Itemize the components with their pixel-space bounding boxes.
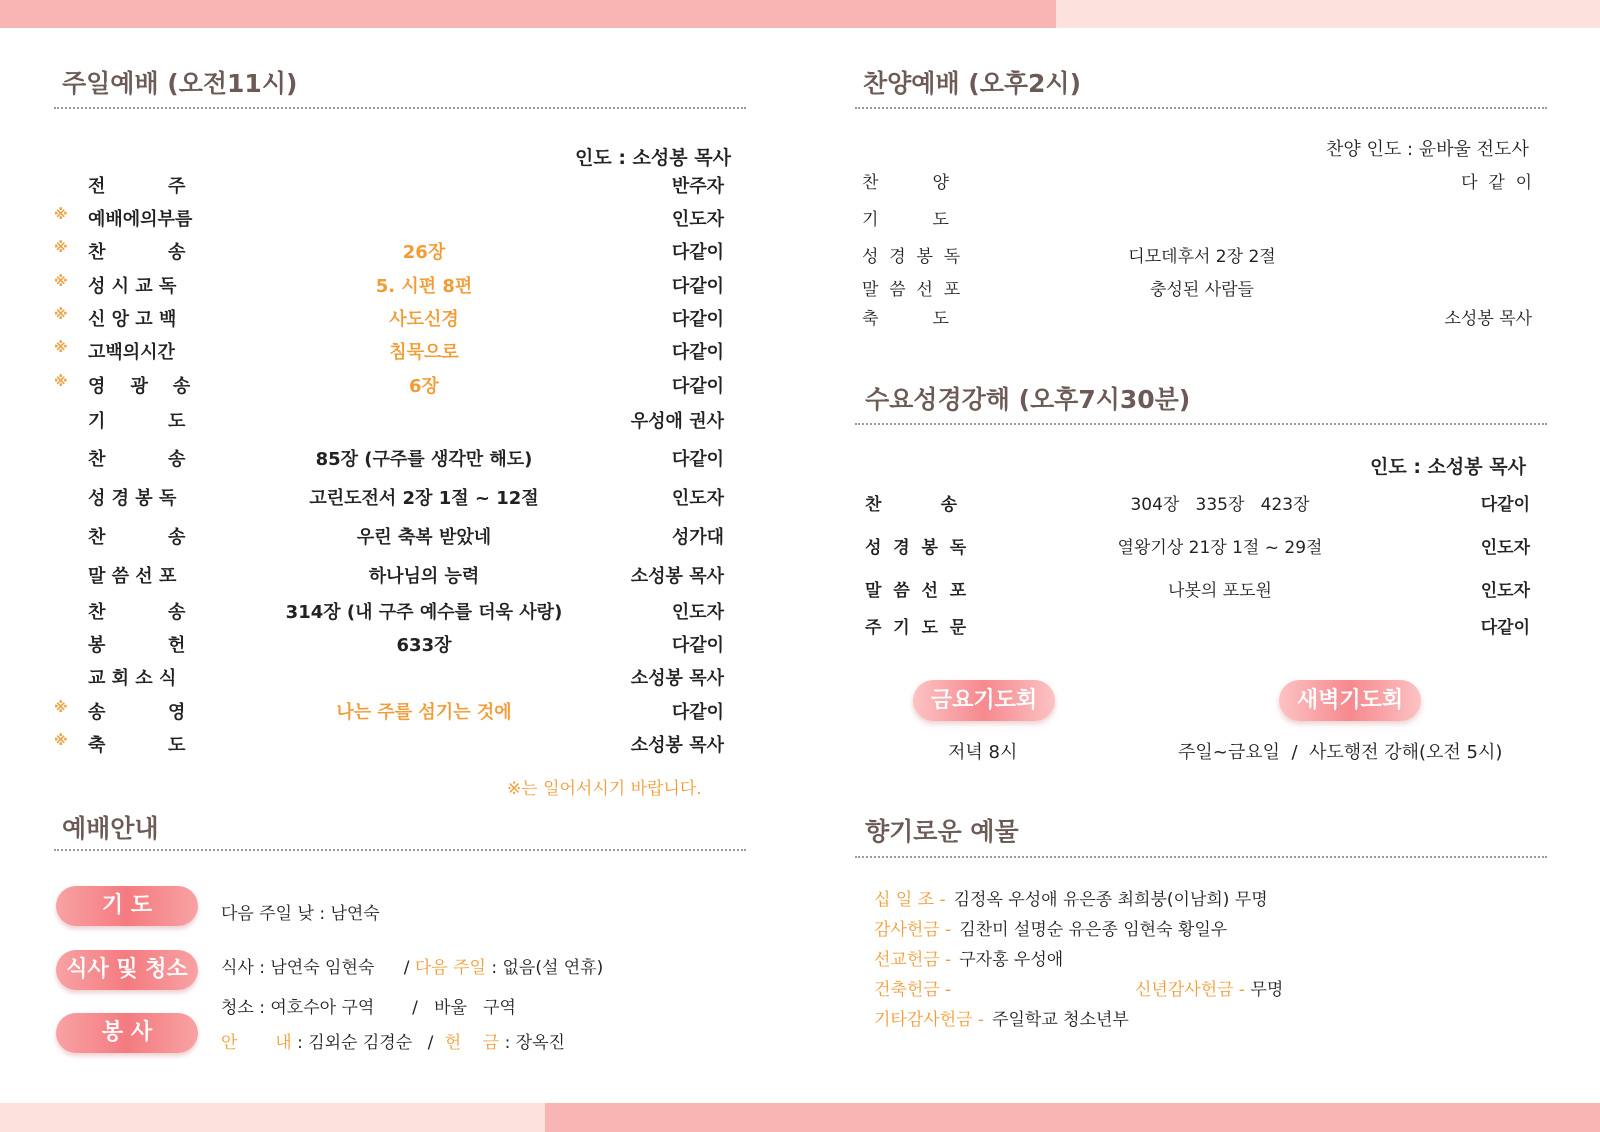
meal-names: 식사 : 남연숙 임현숙 [221,958,375,978]
usher-offering-text [221,1028,565,1053]
order-item-name: 축 도 [88,735,186,756]
order-row [54,698,724,722]
order-item-leader: 다같이 [671,342,724,363]
praise-item-content: 디모데후서 2장 2절 [1128,247,1276,267]
order-item-leader: 인도자 [671,602,724,623]
order-item-leader: 인도자 [671,488,724,509]
divider [54,107,746,109]
separator: / [403,958,410,978]
dawn-prayer-time: 주일~금요일 / 사도행전 강해(오전 5시) [1178,742,1503,763]
order-item-content: 6장 [409,376,439,397]
wednesday-item-content: 열왕기상 21장 1절 ~ 29절 [1117,538,1323,558]
wednesday-item-leader: 다같이 [1480,618,1530,638]
order-item-leader: 다같이 [671,376,724,397]
order-item-name: 봉 헌 [88,635,186,656]
order-row [54,562,724,586]
order-row [54,407,724,431]
sunday-leader: 인도 : 소성봉 목사 [575,147,731,169]
order-item-content: 633장 [396,635,452,656]
stand-mark: ※ [54,207,68,223]
order-item-content: 5. 시편 8편 [375,276,473,297]
divider [855,107,1547,109]
praise-leader: 찬양 인도 : 윤바울 전도사 [1326,139,1529,160]
order-item-content: 우린 축복 받았네 [356,527,492,548]
stand-mark: ※ [54,733,68,749]
divider [855,423,1547,425]
order-item-leader: 반주자 [671,176,724,197]
order-item-leader: 다같이 [671,276,724,297]
order-row [54,305,724,329]
order-item-leader: 인도자 [671,209,724,230]
stand-mark: ※ [54,240,68,256]
offering-names: 주일학교 청소년부 [992,1010,1129,1030]
praise-row [862,205,1532,229]
standing-note: ※는 일어서시기 바랍니다. [507,779,702,799]
order-item-name: 성 시 교 독 [88,276,177,297]
praise-item-name: 기 도 [862,210,949,230]
order-item-name: 기 도 [88,411,186,432]
order-row [54,272,724,296]
separator: / [427,1033,434,1053]
order-item-name: 찬 송 [88,527,186,548]
order-item-leader: 소성봉 목사 [630,668,724,689]
usher-names: : 김외순 김경순 [297,1033,413,1053]
order-row [54,731,724,755]
sunday-service-title: 주일예배 (오전11시) [62,69,298,98]
offering-row [874,975,959,1000]
order-item-name: 말 씀 선 포 [88,566,177,587]
order-item-leader: 다같이 [671,449,724,470]
order-item-leader: 성가대 [671,527,724,548]
praise-item-name: 말 씀 선 포 [862,280,961,300]
offering-label: 십 일 조 - [874,890,946,910]
meal-text [221,953,603,978]
wednesday-leader: 인도 : 소성봉 목사 [1370,456,1526,478]
order-item-content: 하나님의 능력 [368,566,480,587]
offering-names: 김정옥 우성애 유은종 최희붕(이남희) 무명 [953,890,1268,910]
wednesday-item-name: 찬 송 [865,495,958,515]
order-item-name: 송 영 [88,702,186,723]
service-badge: 봉 사 [56,1013,198,1053]
order-item-content: 사도신경 [389,309,459,330]
praise-row [862,242,1532,266]
stand-mark: ※ [54,307,68,323]
order-row [54,484,724,508]
offering-label: 선교헌금 - [874,950,952,970]
wednesday-item-name: 말 씀 선 포 [865,581,967,601]
wednesday-item-name: 성 경 봉 독 [865,538,967,558]
praise-item-leader: 다 같 이 [1461,173,1532,193]
wednesday-row [865,613,1530,637]
newyear-offering-names: 무명 [1250,980,1284,1000]
stand-mark: ※ [54,274,68,290]
offering-row [874,885,1268,910]
order-item-name: 찬 송 [88,602,186,623]
order-item-name: 고백의시간 [88,342,175,363]
order-item-name: 교 회 소 식 [88,668,177,689]
divider [855,856,1547,858]
order-item-content: 26장 [402,242,446,263]
newyear-offering-label: 신년감사헌금 - [1135,980,1246,1000]
praise-item-name: 찬 양 [862,173,949,193]
order-item-name: 전 주 [88,176,186,197]
order-item-content: 85장 (구주를 생각만 해도) [315,449,533,470]
wednesday-item-content: 나봇의 포도원 [1168,581,1272,601]
wednesday-item-leader: 다같이 [1480,495,1530,515]
friday-prayer-time: 저녁 8시 [948,742,1018,763]
order-row [54,172,724,196]
stand-mark: ※ [54,374,68,390]
offering-names: 김찬미 설명순 유은종 임현숙 황일우 [959,920,1228,940]
order-item-leader: 우성애 권사 [630,411,724,432]
order-item-name: 영 광 송 [88,376,191,397]
offering-label: 건축헌금 - [874,980,952,1000]
offering-label: 감사헌금 - [874,920,952,940]
order-row [54,523,724,547]
order-row [54,631,724,655]
prayer-badge: 기 도 [56,886,198,926]
order-item-leader: 다같이 [671,242,724,263]
top-bar-pink [0,0,1056,28]
order-item-leader: 다같이 [671,309,724,330]
usher-label: 안 내 [221,1033,292,1053]
order-item-leader: 다같이 [671,635,724,656]
order-row [54,372,724,396]
praise-item-name: 성 경 봉 독 [862,247,961,267]
stand-mark: ※ [54,700,68,716]
wednesday-row [865,533,1530,557]
friday-prayer-badge: 금요기도회 [913,680,1055,721]
order-item-leader: 소성봉 목사 [630,735,724,756]
offerings-title: 향기로운 예물 [865,817,1019,846]
praise-row [862,275,1532,299]
wednesday-item-leader: 인도자 [1480,538,1530,558]
wednesday-item-content: 304장 335장 423장 [1130,495,1310,515]
order-item-content: 침묵으로 [389,342,459,363]
wednesday-item-leader: 인도자 [1480,581,1530,601]
praise-row [862,168,1532,192]
bottom-bar-pink [545,1103,1600,1132]
order-item-name: 예배에의부름 [88,209,193,230]
order-item-name: 신 앙 고 백 [88,309,177,330]
meal-cleaning-badge: 식사 및 청소 [56,950,198,990]
dawn-prayer-badge: 새벽기도회 [1279,680,1421,721]
offering-label: 기타감사헌금 - [874,1010,985,1030]
order-item-leader: 다같이 [671,702,724,723]
top-bar-light [1056,0,1600,28]
order-item-content: 314장 (내 구주 예수를 더욱 사랑) [285,602,563,623]
wednesday-row [865,576,1530,600]
order-item-content: 나는 주를 섬기는 것에 [336,702,512,723]
order-item-name: 찬 송 [88,242,186,263]
offering-row [874,1005,1129,1030]
order-item-leader: 소성봉 목사 [630,566,724,587]
order-row [54,338,724,362]
stand-mark: ※ [54,340,68,356]
praise-item-content: 충성된 사람들 [1150,280,1254,300]
wednesday-bible-title: 수요성경강해 (오후7시30분) [865,385,1191,414]
worship-guide-title: 예배안내 [62,814,159,843]
cleaning-text: 청소 : 여호수아 구역 / 바울 구역 [221,998,516,1018]
order-row [54,664,724,688]
wednesday-item-name: 주 기 도 문 [865,618,967,638]
praise-item-leader: 소성봉 목사 [1444,309,1532,329]
bottom-bar-light [0,1103,545,1132]
order-item-name: 성 경 봉 독 [88,488,177,509]
order-item-name: 찬 송 [88,449,186,470]
order-row [54,598,724,622]
order-row [54,238,724,262]
next-sunday-label: 다음 주일 [414,958,486,978]
order-row [54,445,724,469]
wednesday-row [865,490,1530,514]
offering-label: 헌 금 [444,1033,500,1053]
offering-row [874,915,1227,940]
praise-service-title: 찬양예배 (오후2시) [863,69,1082,98]
offering-names: : 장옥진 [504,1033,565,1053]
prayer-text: 다음 주일 낮 : 남연숙 [221,904,380,924]
praise-item-name: 축 도 [862,309,949,329]
order-item-content: 고린도전서 2장 1절 ~ 12절 [309,488,539,509]
newyear-offering [1135,975,1283,1000]
order-row [54,205,724,229]
offering-names: 구자홍 우성애 [959,950,1064,970]
next-sunday-text: : 없음(설 연휴) [491,958,604,978]
offering-row [874,945,1063,970]
divider [54,849,746,851]
praise-row [862,304,1532,328]
